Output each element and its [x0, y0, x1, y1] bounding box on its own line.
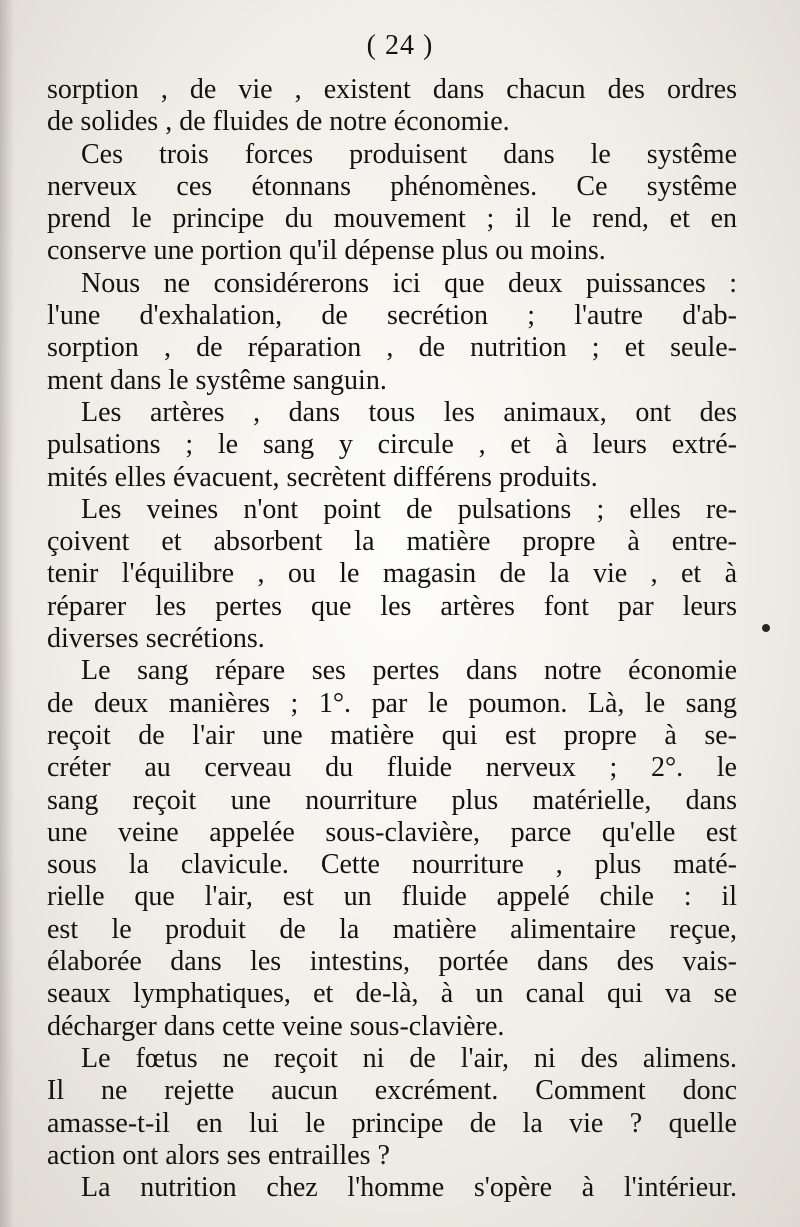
text-line: Ces trois forces produisent dans le systême: [81, 138, 737, 170]
text-line: de deux manières ; 1°. par le poumon. Là, le sang: [47, 687, 737, 719]
text-line: prend le principe du mouvement ; il le rend, et en: [47, 203, 737, 235]
text-line: Les artères , dans tous les animaux, ont des: [81, 396, 737, 428]
text-line: çoivent et absorbent la matière propre à entre-: [47, 526, 737, 558]
ink-spot: [762, 624, 770, 632]
text-line: rielle que l'air, est un fluide appelé chile : il: [47, 881, 737, 913]
text-line: réparer les pertes que les artères font par leurs: [47, 590, 737, 622]
page-number: ( 24 ): [366, 30, 434, 61]
text-line: ment dans le systême sanguin.: [47, 364, 387, 396]
text-line: seaux lymphatiques, et de-là, à un canal qui va se: [47, 978, 737, 1010]
text-line: Nous ne considérerons ici que deux puissances :: [81, 267, 737, 299]
text-line: élaborée dans les intestins, portée dans des vais-: [47, 946, 737, 978]
text-line: de solides , de fluides de notre économie.: [47, 106, 510, 138]
page-gutter-shadow: [0, 0, 14, 1227]
text-line: sang reçoit une nourriture plus matérielle, dans: [47, 784, 737, 816]
text-line: pulsations ; le sang y circule , et à leurs extré-: [47, 429, 737, 461]
text-line: sous la clavicule. Cette nourriture , plus maté-: [47, 849, 737, 881]
text-line: nerveux ces étonnans phénomènes. Ce systême: [47, 170, 737, 202]
text-line: amasse-t-il en lui le principe de la vie ? quelle: [47, 1107, 737, 1139]
text-line: est le produit de la matière alimentaire reçue,: [47, 913, 737, 945]
text-line: conserve une portion qu'il dépense plus ou moins.: [47, 235, 606, 267]
text-line: Les veines n'ont point de pulsations ; elles re-: [81, 493, 737, 525]
text-line: une veine appelée sous-clavière, parce qu'elle est: [47, 816, 737, 848]
text-line: décharger dans cette veine sous-clavière.: [47, 1010, 505, 1042]
text-line: Le fœtus ne reçoit ni de l'air, ni des alimens.: [81, 1042, 737, 1074]
body-text: [47, 74, 737, 1204]
text-line: Il ne rejette aucun excrément. Comment donc: [47, 1075, 737, 1107]
text-line: action ont alors ses entrailles ?: [47, 1139, 390, 1171]
text-line: tenir l'équilibre , ou le magasin de la vie , et à: [47, 558, 737, 590]
text-line: mités elles évacuent, secrètent différens produits.: [47, 461, 598, 493]
text-line: sorption , de vie , existent dans chacun des ordres: [47, 74, 737, 105]
text-line: reçoit de l'air une matière qui est propre à se-: [47, 719, 737, 751]
text-line: La nutrition chez l'homme s'opère à l'intérieur.: [81, 1172, 737, 1204]
text-line: l'une d'exhalation, de secrétion ; l'autre d'ab-: [47, 300, 737, 332]
text-line: sorption , de réparation , de nutrition ; et seule-: [47, 332, 737, 364]
text-line: Le sang répare ses pertes dans notre économie: [81, 655, 737, 687]
text-line: diverses secrétions.: [47, 623, 265, 655]
text-line: créter au cerveau du fluide nerveux ; 2°. le: [47, 752, 737, 784]
